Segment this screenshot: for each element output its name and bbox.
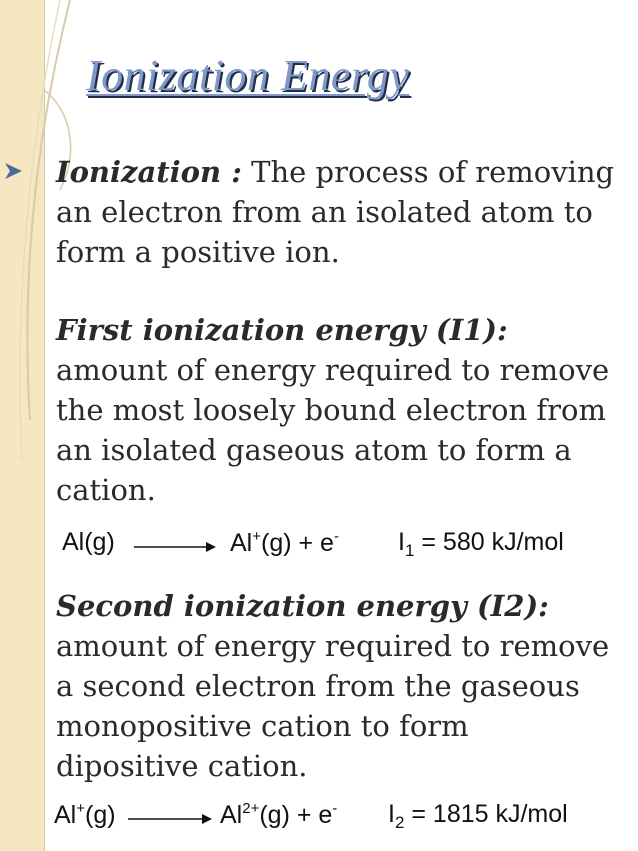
second-ionization-definition xyxy=(56,586,616,786)
eq2-electron-charge: - xyxy=(332,800,338,817)
eq2-energy xyxy=(388,800,568,833)
reaction-arrow-icon xyxy=(134,540,216,554)
eq1-product-charge: + xyxy=(252,528,261,545)
eq2-reactant-symbol: Al xyxy=(54,801,77,829)
eq2-reactant-rest: (g) xyxy=(85,801,116,829)
sidebar-decoration xyxy=(0,0,44,851)
first-ionization-text: amount of energy required to remove the most loosely bound electron from an isolated gaseous atom to form a cation. xyxy=(56,353,610,507)
eq2-reactant-charge: + xyxy=(76,800,85,817)
first-ionization-definition xyxy=(56,310,616,510)
eq1-product xyxy=(230,528,339,558)
eq2-reactant xyxy=(54,800,116,830)
eq2-energy-subscript: 2 xyxy=(394,813,405,832)
sidebar-divider xyxy=(44,0,45,851)
eq1-product-symbol: Al xyxy=(230,529,253,557)
eq1-product-rest: (g) + e xyxy=(261,529,334,557)
eq1-reactant: Al(g) xyxy=(62,528,115,556)
eq1-energy-symbol: I xyxy=(398,528,405,556)
eq2-product-charge: 2+ xyxy=(242,800,260,817)
eq2-product-symbol: Al xyxy=(220,801,243,829)
eq1-energy-value: = 580 kJ/mol xyxy=(414,528,564,556)
page-title: Ionization Energy xyxy=(86,51,410,100)
eq1-energy xyxy=(398,528,564,561)
second-ionization-term: Second ionization energy (I2): xyxy=(56,589,549,623)
reaction-arrow-icon xyxy=(128,812,212,826)
eq2-product xyxy=(220,800,337,830)
eq1-electron-charge: - xyxy=(333,528,339,545)
first-ionization-term: First ionization energy (I1): xyxy=(56,313,508,347)
second-ionization-equation xyxy=(0,798,638,838)
eq2-energy-value: = 1815 kJ/mol xyxy=(404,800,568,828)
ionization-text: The process of removing an electron from an isolated atom to form a positive ion. xyxy=(56,155,615,269)
first-ionization-equation xyxy=(0,526,638,566)
eq2-product-rest: (g) + e xyxy=(259,801,333,829)
second-ionization-text: amount of energy required to remove a second electron from the gaseous monopositive cation to form dipositive cation. xyxy=(56,629,610,783)
ionization-term: Ionization : xyxy=(56,155,242,189)
eq2-energy-symbol: I xyxy=(388,800,395,828)
arrow-bullet-icon xyxy=(2,159,24,183)
eq1-energy-subscript: 1 xyxy=(404,541,415,560)
ionization-definition xyxy=(56,152,616,272)
